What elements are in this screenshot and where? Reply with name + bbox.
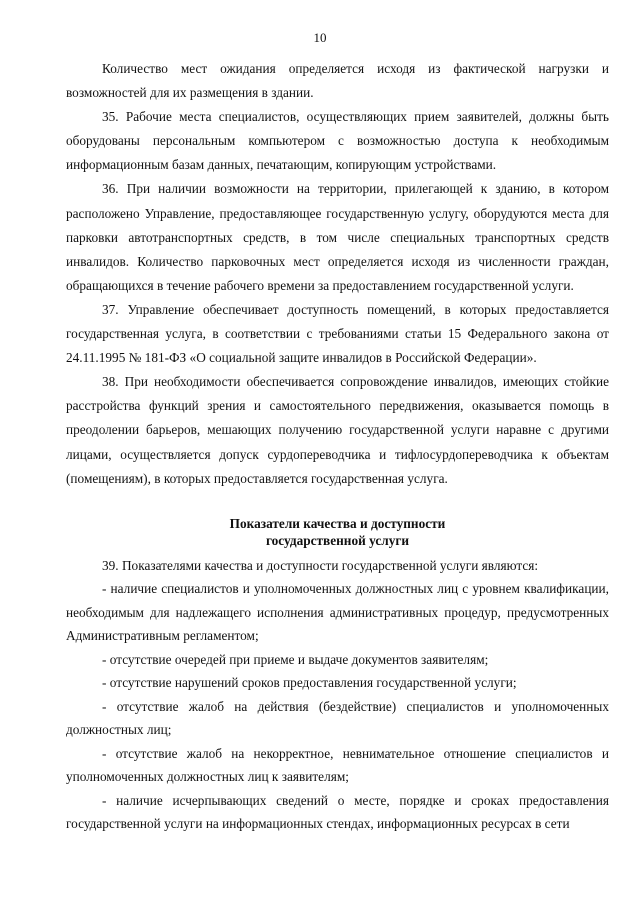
document-body xyxy=(66,57,609,836)
list-item-qualified-specialists: - наличие специалистов и уполномоченных должностных лиц с уровнем квалификации, необходимым для надлежащего исполнения административных процедур, предусмотренных Административным регламентом; xyxy=(66,581,609,644)
list-item-no-deadline-violations: - отсутствие нарушений сроков предоставления государственной услуги; xyxy=(102,675,517,691)
paragraph-38: 38. При необходимости обеспечивается сопровождение инвалидов, имеющих стойкие расстройства функций зрения и самостоятельного передвижения, оказывается помощь в преодолении барьеров, мешающих получению государственной услуги наравне с другими лицами, осуществляется допуск сурдопереводчика и тифлосурдопереводчика к объектам (помещениям), в которых предоставляется государственная услуга. xyxy=(66,374,609,486)
paragraph-37: 37. Управление обеспечивает доступность помещений, в которых предоставляется государственная услуга, в соответствии с требованиями статьи 15 Федерального закона от 24.11.1995 № 181-ФЗ «О социальной защите инвалидов в Российской Федерации». xyxy=(66,301,609,366)
paragraph-39: 39. Показателями качества и доступности государственной услуги являются: xyxy=(102,557,539,573)
list-item-no-complaints-actions: - отсутствие жалоб на действия (бездействие) специалистов и уполномоченных должностных лиц; xyxy=(66,698,609,738)
paragraph-waiting-places: Количество мест ожидания определяется исходя из фактической нагрузки и возможностей для их размещения в здании. xyxy=(66,61,609,101)
paragraph-36: 36. При наличии возможности на территории, прилегающей к зданию, в котором расположено Управление, предоставляющее государственную услугу, оборудуются места для парковки автотранспортных средств, в том числе специальных транспортных средств инвалидов. Количество парковочных мест определяется исходя из численности граждан, обращающихся в течение рабочего времени за предоставлением государственной услуги. xyxy=(66,181,609,293)
section-heading-line-1: Показатели качества и доступности xyxy=(229,515,446,531)
paragraph-35: 35. Рабочие места специалистов, осуществляющих прием заявителей, должны быть оборудованы персональным компьютером с возможностью доступа к необходимым информационным базам данных, печатающим, копирующим устройствами. xyxy=(66,109,609,173)
list-item-no-queues: - отсутствие очередей при приеме и выдаче документов заявителям; xyxy=(102,651,489,667)
list-item-exhaustive-information: - наличие исчерпывающих сведений о месте, порядке и сроках предоставления государственной услуги на информационных стендах, информационных ресурсах в сети xyxy=(66,792,609,832)
section-heading xyxy=(66,515,609,549)
section-heading-line-2: государственной услуги xyxy=(265,532,410,548)
page-number: 10 xyxy=(313,30,327,45)
list-item-no-complaints-attitude: - отсутствие жалоб на некорректное, невнимательное отношение специалистов и уполномоченных должностных лиц к заявителям; xyxy=(66,745,609,785)
